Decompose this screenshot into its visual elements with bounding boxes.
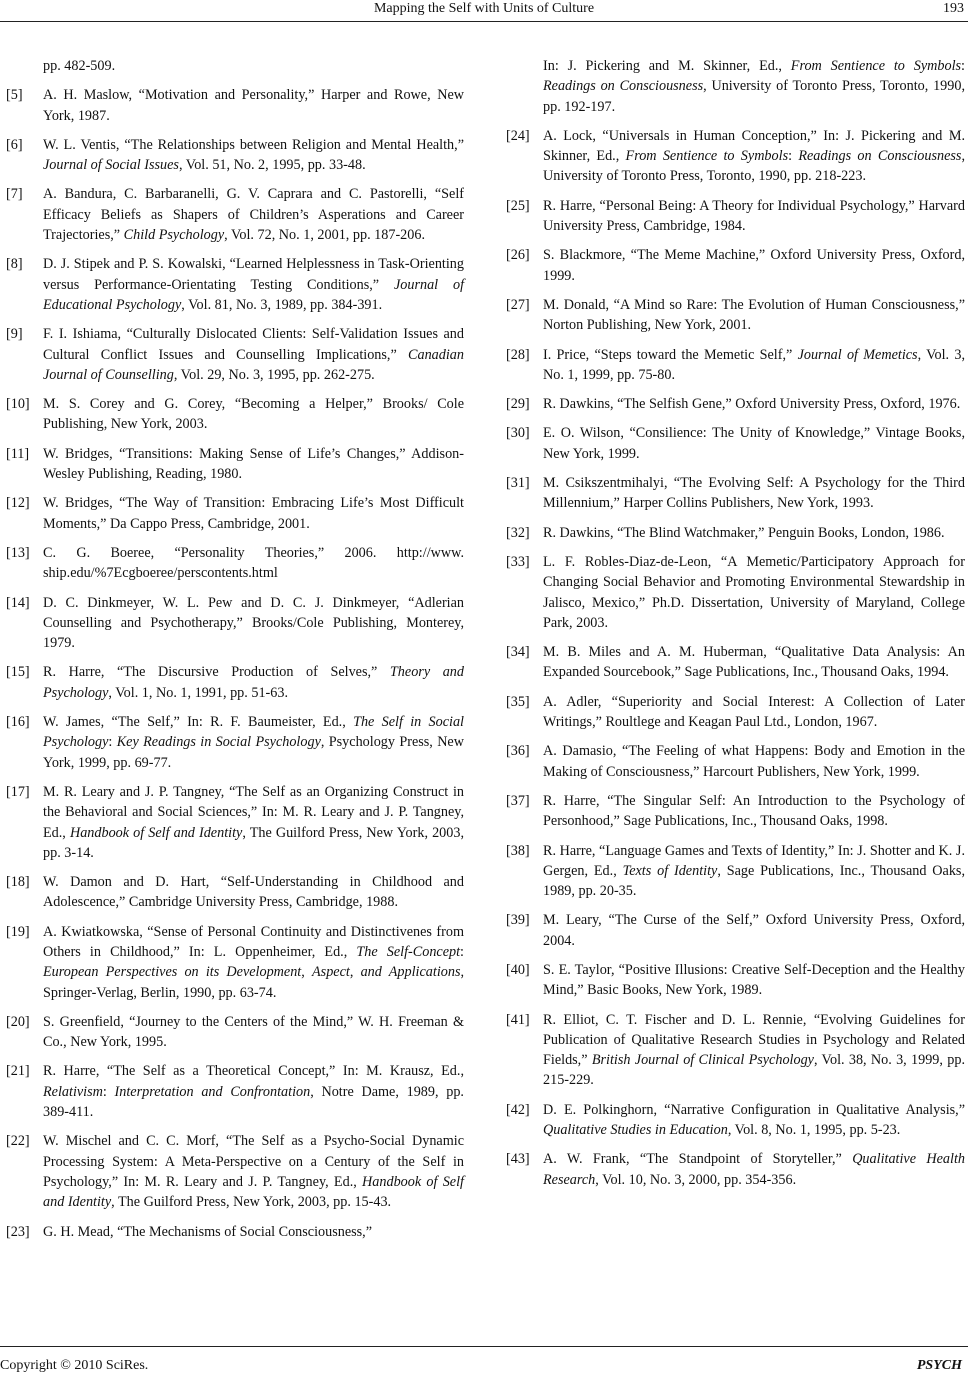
reference-segment: W. James, “The Self,” In: R. F. Baumeister, Ed., [43, 714, 354, 731]
reference-number: [34] [506, 644, 530, 661]
reference-text [543, 475, 965, 511]
reference-entry [506, 960, 965, 1001]
reference-segment: , University of Toronto Press, Toronto, 1990, pp. 218-223. [543, 148, 965, 185]
reference-entry [6, 444, 464, 485]
reference-italic-segment: The Self-Concept [356, 943, 461, 960]
reference-segment: R. Elliot, C. T. Fischer and D. L. Rennie, “Evolving Guidelines for Publication of Qualitative Research Studies in Psychology and Related Fields,” [543, 1011, 965, 1069]
reference-text [543, 347, 965, 383]
reference-entry [506, 423, 965, 464]
reference-segment: , Vol. 51, No. 2, 1995, pp. 33-48. [178, 157, 366, 174]
reference-text [543, 793, 965, 829]
reference-segment: In: J. Pickering and M. Skinner, Ed., [543, 58, 791, 74]
reference-entry [6, 712, 464, 773]
reference-text [543, 743, 965, 779]
reference-text [43, 326, 464, 383]
reference-segment: A. W. Frank, “The Standpoint of Storyteller,” [543, 1151, 853, 1168]
reference-number: [9] [6, 326, 23, 343]
reference-number: [43] [506, 1151, 530, 1168]
reference-segment: , University of Toronto Press, Toronto, 1990, pp. 192-197. [543, 78, 965, 115]
reference-entry [506, 295, 965, 336]
reference-entry [506, 552, 965, 633]
reference-entry [6, 85, 464, 126]
reference-segment: R. Dawkins, “The Selfish Gene,” Oxford University Press, Oxford, 1976. [543, 396, 961, 413]
reference-segment: : [788, 148, 799, 165]
reference-number: [16] [6, 714, 30, 731]
reference-number: [27] [506, 296, 530, 313]
reference-segment: S. Blackmore, “The Meme Machine,” Oxford University Press, Oxford, 1999. [543, 247, 965, 284]
reference-text [43, 874, 464, 910]
reference-segment: A. Kwiatkowska, “Sense of Personal Continuity and Distinctivenes from Others in Childhood,” In: L. Oppenheimer, Ed., [43, 923, 464, 960]
header-rule [0, 21, 968, 22]
reference-segment: , Vol. 3, No. 1, 1999, pp. 75-80. [543, 346, 965, 383]
reference-text [43, 446, 464, 482]
reference-segment: D. C. Dinkmeyer, W. L. Pew and D. C. J. Dinkmeyer, “Adlerian Counselling and Psychotherapy,” Brooks/Cole Publishing, Monterey, 1979. [43, 594, 464, 652]
reference-number: [22] [6, 1133, 30, 1150]
reference-segment: , Vol. 81, No. 3, 1989, pp. 384-391. [181, 296, 383, 313]
reference-text [43, 664, 464, 700]
reference-text [543, 297, 965, 333]
reference-segment: I. Price, “Steps toward the Memetic Self,” [543, 346, 798, 363]
reference-segment: C. G. Boeree, “Personality Theories,” 2006. http://www. ship.edu/%7Ecgboeree/perscontents.html [43, 544, 464, 582]
reference-text [543, 1012, 965, 1089]
footer-rule [0, 1346, 968, 1347]
reference-entry [506, 642, 965, 683]
reference-entry [506, 245, 965, 286]
reference-segment: , Sage Publications, Inc., Thousand Oaks, 1989, pp. 20-35. [543, 862, 966, 900]
reference-segment: M. Donald, “A Mind so Rare: The Evolution of Human Consciousness,” Norton Publishing, New York, 2001. [543, 296, 965, 334]
reference-text [543, 1151, 965, 1187]
reference-entry [6, 872, 464, 913]
reference-segment: M. S. Corey and G. Corey, “Becoming a Helper,” Brooks/ Cole Publishing, New York, 2003. [43, 396, 464, 433]
reference-segment: M. Csikszentmihalyi, “The Evolving Self: A Psychology for the Third Millennium,” Harper Collins Publishers, New York, 1993. [543, 475, 965, 512]
reference-segment: W. Damon and D. Hart, “Self-Understanding in Childhood and Adolescence,” Cambridge University Press, Cambridge, 1988. [43, 874, 464, 911]
reference-number: [5] [6, 87, 23, 104]
reference-segment: A. Bandura, C. Barbaranelli, G. V. Caprara and C. Pastorelli, “Self Efficacy Beliefs as Shapers of Children’s Asperations and Career Trajectories,” [43, 186, 464, 244]
reference-italic-segment: and Applications [360, 964, 461, 981]
reference-text [543, 58, 965, 115]
reference-italic-segment: Journal of Educational Psychology [43, 276, 465, 313]
reference-text [43, 186, 464, 243]
reference-text [543, 525, 945, 541]
reference-segment: M. B. Miles and A. M. Huberman, “Qualitative Data Analysis: An Expanded Sourcebook,” Sage Publications, Inc., Thousand Oaks, 1994. [543, 644, 965, 681]
reference-number: [19] [6, 923, 30, 940]
reference-number: [23] [6, 1223, 30, 1240]
reference-segment: , Vol. 29, No. 3, 1995, pp. 262-275. [173, 366, 375, 383]
reference-italic-segment: Qualitative Health Research [543, 1151, 965, 1188]
reference-text [43, 924, 464, 1001]
reference-entry [6, 324, 464, 385]
reference-entry [506, 523, 965, 543]
reference-text [43, 87, 464, 123]
reference-italic-segment: From Sentience to Symbols [625, 148, 789, 165]
reference-segment: , [349, 964, 361, 981]
reference-segment: : [108, 734, 117, 751]
reference-segment: , The Guilford Press, New York, 2003, pp. 15-43. [111, 1194, 392, 1211]
reference-segment: R. Dawkins, “The Blind Watchmaker,” Penguin Books, London, 1986. [543, 524, 945, 541]
reference-number: [30] [506, 425, 530, 442]
reference-entry [506, 126, 965, 187]
reference-entry [6, 56, 464, 76]
reference-entry [506, 741, 965, 782]
reference-text [543, 247, 965, 283]
reference-segment: L. F. Robles-Diaz-de-Leon, “A Memetic/Participatory Approach for Changing Social Behavior and Promoting Environmental Stewardship in Jalisco, Mexico,” Ph.D. Dissertation, University of Maryland, College Park, 2003. [543, 553, 965, 631]
reference-text [43, 1224, 372, 1240]
reference-segment: , The Guilford Press, New York, 2003, pp. 3-14. [43, 824, 465, 861]
reference-segment: E. O. Wilson, “Consilience: The Unity of Knowledge,” Vintage Books, New York, 1999. [543, 425, 965, 462]
reference-text [43, 58, 115, 74]
reference-segment: G. H. Mead, “The Mechanisms of Social Consciousness,” [43, 1223, 373, 1240]
reference-number: [20] [6, 1013, 30, 1030]
reference-number: [17] [6, 783, 30, 800]
reference-number: [12] [6, 495, 30, 512]
reference-number: [7] [6, 186, 23, 203]
reference-segment: R. Harre, “Language Games and Texts of Identity,” In: J. Shotter and K. J. Gergen, Ed., [543, 842, 965, 879]
reference-entry [506, 1149, 965, 1190]
reference-segment: A. Adler, “Superiority and Social Interest: A Collection of Later Writings,” Roultlege and Keagan Paul Ltd., London, 1967. [543, 693, 965, 731]
reference-number: [28] [506, 346, 530, 363]
reference-segment: , Vol. 8, No. 1, 1995, pp. 5-23. [727, 1122, 901, 1139]
reference-entry [6, 1061, 464, 1122]
reference-entry [6, 394, 464, 435]
reference-text [43, 784, 464, 861]
reference-entry [506, 394, 965, 414]
references-left-column [6, 56, 464, 1251]
reference-italic-segment: British Journal of Clinical Psychology [591, 1052, 814, 1069]
reference-segment: , Springer-Verlag, Berlin, 1990, pp. 63-74. [43, 964, 465, 1001]
reference-segment: W. Bridges, “The Way of Transition: Embracing Life’s Most Difficult Moments,” Da Cappo Press, Cambridge, 2001. [43, 495, 464, 532]
reference-italic-segment: Qualitative Studies in Education [543, 1122, 728, 1139]
reference-segment: : [102, 1083, 115, 1100]
running-header [0, 0, 968, 22]
reference-italic-segment: From Sentience to Symbols [790, 58, 962, 74]
reference-segment: A. Damasio, “The Feeling of what Happens: Body and Emotion in the Making of Consciousness,” Harcourt Publishers, New York, 1999. [543, 743, 965, 780]
reference-segment: , Psychology Press, New York, 1999, pp. 69-77. [43, 734, 464, 771]
reference-segment: F. I. Ishiama, “Culturally Dislocated Clients: Self-Validation Issues and Cultural Conflict Issues and Counselling Implications,” [43, 326, 464, 363]
reference-text [43, 595, 464, 652]
reference-italic-segment: Handbook of Self and Identity [43, 1173, 464, 1211]
reference-italic-segment: Readings on Consciousness [543, 78, 704, 95]
page-number: 193 [943, 1, 964, 16]
reference-entry [506, 345, 965, 386]
reference-segment: S. E. Taylor, “Positive Illusions: Creative Self-Deception and the Healthy Mind,” Basic Books, New York, 1989. [543, 961, 965, 999]
reference-segment: A. H. Maslow, “Motivation and Personality,” Harper and Rowe, New York, 1987. [43, 87, 464, 124]
reference-segment: : [460, 943, 464, 960]
reference-segment: R. Harre, “Personal Being: A Theory for Individual Psychology,” Harvard University Press, Cambridge, 1984. [543, 197, 965, 235]
reference-entry [6, 254, 464, 315]
reference-number: [13] [6, 544, 30, 561]
page-footer [0, 1346, 968, 1386]
copyright-notice: Copyright © 2010 SciRes. [0, 1358, 149, 1373]
reference-number: [40] [506, 961, 530, 978]
reference-segment: D. J. Stipek and P. S. Kowalski, “Learned Helplessness in Task-Orienting versus Performance-Orientating Testing Conditions,” [43, 256, 464, 293]
reference-entry [6, 135, 464, 176]
reference-italic-segment: Handbook of Self and Identity [69, 824, 243, 841]
reference-text [43, 495, 464, 531]
reference-italic-segment: Journal of Social Issues [43, 157, 179, 174]
reference-segment: , Vol. 38, No. 3, 1999, pp. 215-229. [543, 1052, 965, 1089]
reference-segment: , [301, 964, 312, 981]
reference-number: [15] [6, 664, 30, 681]
reference-entry [6, 782, 464, 863]
reference-entry [6, 1131, 464, 1212]
reference-entry [506, 1010, 965, 1091]
reference-text [543, 962, 965, 998]
reference-text [543, 128, 965, 185]
reference-segment: M. Leary, “The Curse of the Self,” Oxford University Press, Oxford, 2004. [543, 912, 965, 949]
reference-entry [6, 493, 464, 534]
reference-entry [506, 910, 965, 951]
reference-number: [8] [6, 256, 23, 273]
reference-text [43, 545, 464, 581]
reference-segment: , Notre Dame, 1989, pp. 389-411. [43, 1083, 464, 1121]
reference-italic-segment: Aspect [312, 964, 350, 981]
reference-segment: D. E. Polkinghorn, “Narrative Configuration in Qualitative Analysis,” [543, 1101, 965, 1118]
reference-number: [24] [506, 127, 530, 144]
reference-number: [38] [506, 842, 530, 859]
reference-number: [10] [6, 396, 30, 413]
reference-italic-segment: Theory and Psychology [43, 664, 464, 701]
reference-text [43, 714, 464, 771]
reference-italic-segment: Key Readings in Social Psychology [116, 734, 321, 751]
reference-number: [18] [6, 874, 30, 891]
reference-segment: pp. 482-509. [43, 58, 116, 74]
reference-italic-segment: Canadian Journal of Counselling [43, 346, 464, 383]
reference-entry [506, 56, 965, 117]
reference-number: [32] [506, 524, 530, 541]
running-title: Mapping the Self with Units of Culture [373, 1, 595, 16]
reference-number: [14] [6, 594, 30, 611]
reference-segment: R. Harre, “The Discursive Production of Selves,” [43, 664, 390, 681]
reference-entry [6, 662, 464, 703]
reference-segment: , Vol. 72, No. 1, 2001, pp. 187-206. [224, 227, 425, 244]
reference-number: [41] [506, 1011, 530, 1028]
reference-number: [35] [506, 693, 530, 710]
reference-segment: M. R. Leary and J. P. Tangney, “The Self as an Organizing Construct in the Behavioral and Social Sciences,” In: M. R. Leary and J. P. Tangney, Ed., [43, 783, 464, 841]
reference-segment: W. Mischel and C. C. Morf, “The Self as a Psycho-Social Dynamic Processing System: A Meta-Perspective on a Century of the Self in Psychology,” In: M. R. Leary and J. P. Tangney, Ed., [43, 1133, 464, 1190]
reference-number: [26] [506, 247, 530, 264]
reference-segment: R. Harre, “The Singular Self: An Introduction to the Psychology of Personhood,” Sage Publications, Inc., Thousand Oaks, 1998. [543, 792, 965, 830]
reference-segment: S. Greenfield, “Journey to the Centers of the Mind,” W. H. Freeman & Co., New York, 1995. [43, 1013, 464, 1051]
reference-italic-segment: Interpretation and Confrontation [114, 1083, 311, 1100]
reference-text [543, 694, 965, 730]
references-right-column [506, 56, 965, 1199]
reference-entry [6, 1222, 464, 1242]
reference-text [43, 1014, 464, 1050]
reference-number: [11] [6, 445, 30, 462]
reference-italic-segment: Child Psychology [123, 227, 225, 244]
reference-text [543, 554, 965, 631]
reference-entry [506, 791, 965, 832]
reference-entry [506, 692, 965, 733]
reference-italic-segment: Texts of Identity [622, 862, 718, 879]
reference-segment: W. Bridges, “Transitions: Making Sense of Life’s Changes,” Addison-Wesley Publishing, Reading, 1980. [43, 445, 464, 483]
reference-text [543, 644, 965, 680]
reference-italic-segment: Readings on Consciousness [798, 148, 962, 165]
reference-entry [6, 543, 464, 584]
reference-segment: , Vol. 1, No. 1, 1991, pp. 51-63. [108, 684, 288, 701]
reference-segment: : [961, 58, 965, 74]
reference-segment: A. Lock, “Universals in Human Conception,” In: J. Pickering and M. Skinner, Ed., [543, 127, 965, 165]
reference-italic-segment: Journal of Memetics [797, 346, 918, 363]
reference-italic-segment: Relativism [43, 1083, 103, 1100]
reference-segment: R. Harre, “The Self as a Theoretical Concept,” In: M. Krausz, Ed., [43, 1063, 464, 1080]
reference-entry [506, 473, 965, 514]
journal-name: PSYCH [916, 1358, 962, 1373]
reference-number: [33] [506, 553, 530, 570]
reference-entry [6, 1012, 464, 1053]
reference-text [43, 137, 464, 173]
reference-number: [37] [506, 792, 530, 809]
reference-italic-segment: The Self in Social Psychology [43, 714, 464, 751]
reference-entry [506, 1100, 965, 1141]
reference-italic-segment: European Perspectives on its Development [43, 964, 302, 981]
reference-entry [6, 922, 464, 1003]
reference-text [543, 425, 965, 461]
reference-number: [21] [6, 1063, 30, 1080]
reference-number: [31] [506, 475, 530, 492]
reference-entry [6, 184, 464, 245]
reference-entry [506, 196, 965, 237]
reference-text [43, 396, 464, 432]
reference-text [43, 1063, 464, 1120]
reference-number: [29] [506, 396, 530, 413]
reference-text [543, 396, 960, 412]
reference-entry [506, 841, 965, 902]
reference-text [43, 1133, 464, 1210]
reference-text [43, 256, 464, 313]
reference-number: [42] [506, 1101, 530, 1118]
reference-text [543, 198, 965, 234]
reference-segment: W. L. Ventis, “The Relationships between Religion and Mental Health,” [43, 136, 464, 153]
reference-segment: , Vol. 10, No. 3, 2000, pp. 354-356. [595, 1171, 797, 1188]
reference-number: [39] [506, 912, 530, 929]
reference-number: [25] [506, 197, 530, 214]
reference-text [543, 1102, 965, 1138]
reference-entry [6, 593, 464, 654]
reference-number: [36] [506, 743, 530, 760]
reference-text [543, 912, 965, 948]
reference-number: [6] [6, 136, 23, 153]
reference-text [543, 843, 965, 900]
